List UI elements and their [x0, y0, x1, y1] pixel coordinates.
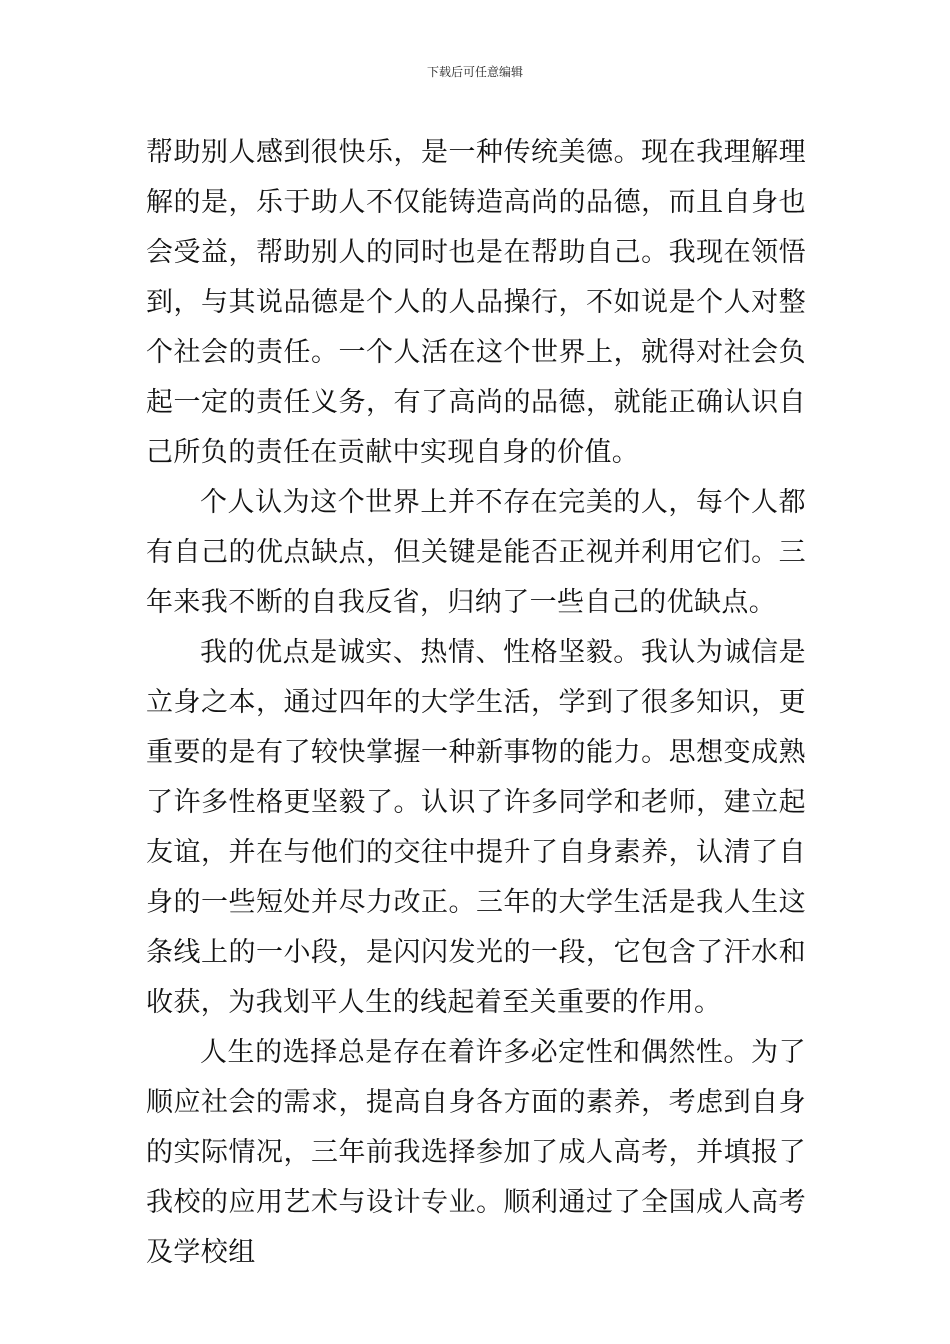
- document-body: [146, 128, 806, 1278]
- paragraph-1: 帮助别人感到很快乐，是一种传统美德。现在我理解理解的是，乐于助人不仅能铸造高尚的品德，而且自身也会受益，帮助别人的同时也是在帮助自己。我现在领悟到，与其说品德是个人的人品操行，不如说是个人对整个社会的责任。一个人活在这个世界上，就得对社会负起一定的责任义务，有了高尚的品德，就能正确认识自己所负的责任在贡献中实现自身的价值。: [146, 137, 806, 468]
- paragraph-4: 人生的选择总是存在着许多必定性和偶然性。为了顺应社会的需求，提高自身各方面的素养，考虑到自身的实际情况，三年前我选择参加了成人高考，并填报了我校的应用艺术与设计专业。顺利通过了全国成人高考及学校组: [146, 1037, 806, 1268]
- paragraph-3: 我的优点是诚实、热情、性格坚毅。我认为诚信是立身之本，通过四年的大学生活，学到了很多知识，更重要的是有了较快掌握一种新事物的能力。思想变成熟了许多性格更坚毅了。认识了许多同学和老师，建立起友谊，并在与他们的交往中提升了自身素养，认清了自身的一些短处并尽力改正。三年的大学生活是我人生这条线上的一小段，是闪闪发光的一段，它包含了汗水和收获，为我划平人生的线起着至关重要的作用。: [146, 637, 806, 1018]
- paragraph-2: 个人认为这个世界上并不存在完美的人，每个人都有自己的优点缺点，但关键是能否正视并利用它们。三年来我不断的自我反省，归纳了一些自己的优缺点。: [146, 487, 806, 618]
- page-header: 下载后可任意编辑: [426, 65, 523, 79]
